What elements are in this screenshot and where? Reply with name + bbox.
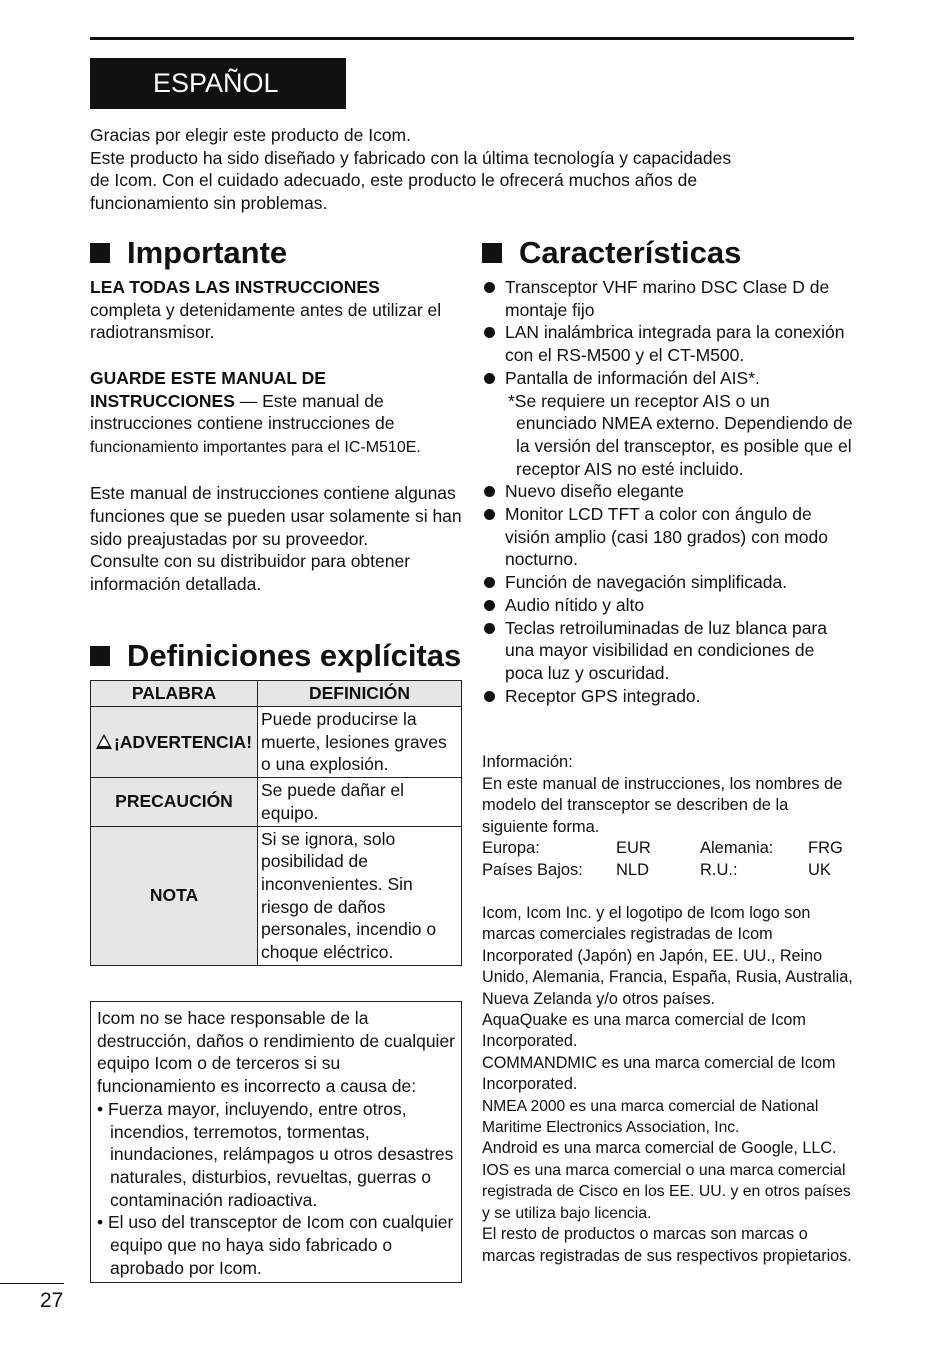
bullet-icon [484, 600, 495, 611]
feature-text: Nuevo diseño elegante [505, 481, 685, 502]
importante-p3: Este manual de instrucciones contiene algunas funciones que se pueden usar solamente si han sido preajustadas por su proveedor. [90, 483, 462, 549]
word-cell: PRECAUCIÓN [91, 778, 258, 826]
definition-cell: Si se ignora, solo posibilidad de inconvenientes. Sin riesgo de daños personales, incendio o choque eléctrico. [258, 826, 462, 965]
list-item [482, 321, 854, 366]
definiciones-title: Definiciones explícitas [127, 638, 462, 673]
feature-text: Monitor LCD TFT a color con ángulo de visión amplio (casi 180 grados) con modo nocturno. [505, 504, 828, 570]
importante-p2-end: funcionamiento importantes para el IC-M510E. [90, 438, 421, 456]
word-warning: ¡ADVERTENCIA! [113, 731, 253, 752]
disclaimer-text: Icom no se hace responsable de la destrucción, daños o rendimiento de cualquier equipo Icom o de terceros si su funcionamiento es incorrecto a causa de: [97, 1008, 455, 1097]
bullet-icon [484, 509, 495, 520]
trademark-note: El resto de productos o marcas son marcas o marcas registradas de sus respectivos propietarios. [482, 1225, 852, 1265]
keep-manual-bold-2: INSTRUCCIONES [90, 390, 235, 411]
intro-line: Este producto ha sido diseñado y fabricado con la última tecnología y capacidades [90, 147, 732, 168]
intro-text [90, 124, 860, 215]
region-table [482, 838, 857, 881]
definition-cell: Se puede dañar el equipo. [258, 778, 462, 826]
square-bullet-icon [482, 243, 502, 263]
feature-text: LAN inalámbrica integrada para la conexión con el RS-M500 y el CT-M500. [505, 322, 845, 366]
region-label: R.U.: [700, 860, 738, 879]
importante-body [90, 276, 465, 596]
page-number-rule [0, 1283, 64, 1284]
definition-cell: Puede producirse la muerte, lesiones graves o una explosión. [258, 707, 462, 778]
table-row [91, 707, 462, 778]
region-label: Alemania: [700, 839, 774, 857]
trademark-note: NMEA 2000 es una marca comercial de National Maritime Electronics Association, Inc. [482, 1097, 819, 1137]
caracteristicas-heading [482, 235, 741, 271]
bullet-icon [484, 486, 495, 497]
feature-text: Audio nítido y alto [505, 594, 645, 615]
list-item [482, 617, 854, 685]
definitions-table [90, 680, 462, 966]
ais-note: *Se requiere un receptor AIS o un enunciado NMEA externo. Dependiendo de la versión del transceptor, es posible que el receptor AIS no esté incluido. [508, 390, 853, 479]
region-label: Europa: [482, 839, 540, 857]
table-row [91, 826, 462, 965]
info-label: Información: [482, 753, 573, 771]
feature-text: Receptor GPS integrado. [505, 685, 701, 706]
language-header: ESPAÑOL [90, 58, 346, 109]
warning-triangle-icon [96, 734, 112, 749]
list-item [482, 571, 854, 594]
list-item: • Fuerza mayor, incluyendo, entre otros, incendios, terremotos, tormentas, inundaciones, relámpagos u otros desastres naturales, disturbios, revueltas, guerras o contaminación radioactiva. [97, 1098, 454, 1210]
trademarks [482, 903, 858, 1267]
importante-p1: completa y detenidamente antes de utilizar el radiotransmisor. [90, 299, 442, 343]
importante-p4: Consulte con su distribuidor para obtener información detallada. [90, 551, 411, 595]
info-text: En este manual de instrucciones, los nombres de modelo del transceptor se describen de la siguiente forma. [482, 774, 843, 836]
page-number: 27 [40, 1289, 64, 1312]
region-code: FRG [808, 839, 843, 857]
disclaimer-item: El uso del transceptor de Icom con cualquier equipo que no haya sido fabricado o aprobado por Icom. [108, 1212, 454, 1278]
region-code: UK [808, 860, 831, 879]
word-cell [91, 707, 258, 778]
trademark-note: Android es una marca comercial de Google, LLC. [482, 1139, 837, 1158]
bullet-icon [484, 373, 495, 384]
word-cell: NOTA [91, 826, 258, 965]
trademark-note: Icom, Icom Inc. y el logotipo de Icom logo son marcas comerciales registradas de Icom Incorporated (Japón) en Japón, EE. UU., Reino Unido, Alemania, Francia, España, Rusia, Australia, Nueva Zelanda y/o otros países. [482, 904, 853, 1008]
table-header-row [91, 681, 462, 707]
intro-line: Gracias por elegir este producto de Icom. [90, 125, 411, 145]
bullet-icon [484, 327, 495, 338]
bullet-icon [484, 623, 495, 634]
caracteristicas-title: Características [519, 235, 742, 270]
region-label: Países Bajos: [482, 860, 583, 879]
disclaimer-item: Fuerza mayor, incluyendo, entre otros, incendios, terremotos, tormentas, inundaciones, relámpagos u otros desastres naturales, disturbios, revueltas, guerras o contaminación radioactiva. [108, 1098, 454, 1210]
disclaimer-box [90, 1001, 462, 1283]
feature-text: Función de navegación simplificada. [505, 572, 788, 593]
list-item [482, 594, 854, 617]
bullet-icon [484, 691, 495, 702]
top-rule [90, 37, 854, 40]
region-code: EUR [616, 839, 651, 857]
trademark-note: IOS es una marca comercial o una marca comercial registrada de Cisco en los EE. UU. y en otros países y se utiliza bajo licencia. [482, 1161, 851, 1222]
table-row [91, 778, 462, 826]
features-list [482, 276, 854, 707]
importante-heading [90, 235, 287, 271]
region-code: NLD [616, 860, 650, 879]
info-section [482, 752, 857, 881]
list-item [482, 503, 854, 571]
square-bullet-icon [90, 646, 110, 666]
bullet-icon [484, 577, 495, 588]
keep-manual-bold: GUARDE ESTE MANUAL DE [90, 367, 326, 388]
importante-p2: — Este manual de instrucciones contiene instrucciones de [90, 390, 395, 434]
trademark-note: AquaQuake es una marca comercial de Icom Incorporated. [482, 1011, 806, 1051]
list-item: • El uso del transceptor de Icom con cualquier equipo que no haya sido fabricado o aprobado por Icom. [97, 1212, 454, 1278]
intro-line: de Icom. Con el cuidado adecuado, este producto le ofrecerá muchos años de [90, 170, 698, 191]
importante-title: Importante [127, 235, 288, 270]
feature-text: Teclas retroiluminadas de luz blanca para una mayor visibilidad en condiciones de poca luz y oscuridad. [505, 617, 827, 683]
bullet-icon [484, 282, 495, 293]
list-item [482, 685, 854, 708]
list-item [482, 480, 854, 503]
list-item [482, 276, 854, 321]
column-header-definition: DEFINICIÓN [258, 681, 462, 707]
read-all-instructions: LEA TODAS LAS INSTRUCCIONES [90, 277, 380, 297]
definiciones-heading [90, 638, 461, 674]
trademark-note: COMMANDMIC es una marca comercial de Icom Incorporated. [482, 1053, 836, 1094]
column-header-word: PALABRA [91, 681, 258, 707]
square-bullet-icon [90, 243, 110, 263]
feature-text: Transceptor VHF marino DSC Clase D de montaje fijo [505, 277, 830, 320]
intro-line: funcionamiento sin problemas. [90, 193, 328, 214]
feature-text: Pantalla de información del AIS*. [505, 367, 760, 388]
list-item [482, 367, 854, 390]
